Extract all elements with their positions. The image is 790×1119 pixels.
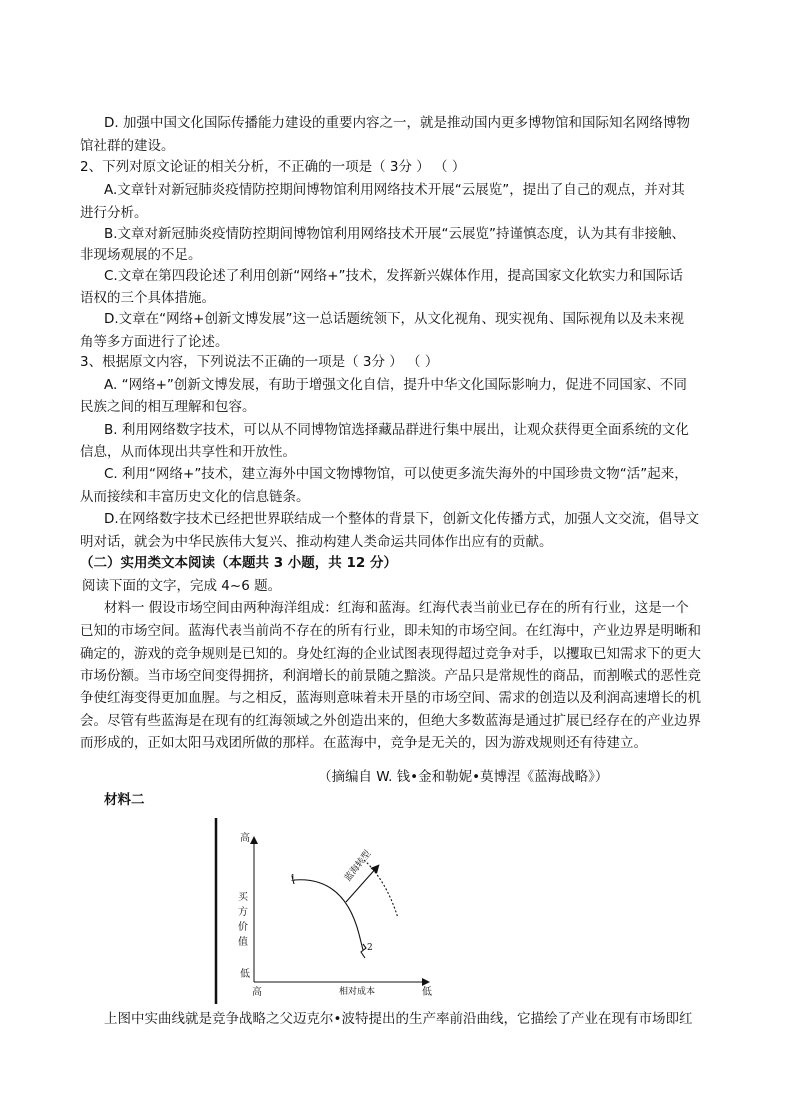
- material2-label: 材料二: [104, 792, 145, 808]
- q3-option-c-line2: 从而接续和丰富历史文化的信息链条。: [80, 489, 310, 505]
- point-1-label: 1: [290, 874, 296, 884]
- q2-option-b-line2: 非现场观展的不足。: [80, 247, 202, 263]
- section2-heading: （二）实用类文本阅读（本题共 3 小题，共 12 分）: [80, 555, 397, 571]
- q2-option-a-line2: 进行分析。: [80, 205, 148, 221]
- q3-stem: 3、根据原文内容，下列说法不正确的一项是（ 3分 ） （ ）: [80, 354, 439, 370]
- y-tick-high: 高: [240, 833, 250, 844]
- q2-option-c-line1: C.文章在第四段论述了利用创新“网络+”技术，发挥新兴媒体作用，提高国家文化软实力和国际话: [104, 268, 684, 284]
- q2-stem: 2、下列对原文论证的相关分析，不正确的一项是（ 3分 ） （ ）: [80, 159, 466, 175]
- q1-option-d-line2: 馆社群的建设。: [80, 138, 175, 154]
- q2-option-d-line2: 角等多方面进行了论述。: [80, 334, 229, 350]
- q2-option-a-line1: A.文章针对新冠肺炎疫情防控期间博物馆利用网络技术开展“云展览”，提出了自己的观点，并对其: [104, 182, 685, 198]
- section2-instruction: 阅读下面的文字，完成 4~6 题。: [82, 578, 282, 594]
- q2-option-b-line1: B.文章对新冠肺炎疫情防控期间博物馆利用网络技术开展“云展览”持谨慎态度，认为其有非接触、: [104, 226, 686, 242]
- q3-option-a-line2: 民族之间的相互理解和包容。: [80, 399, 256, 415]
- material1-line-4: 市场份额。当市场空间变得拥挤，利润增长的前景随之黯淡。产品只是常规性的商品，而割喉式的恶性竞: [80, 668, 701, 684]
- x-tick-high: 高: [252, 987, 262, 998]
- q3-option-b-line1: B. 利用网络数字技术，可以从不同博物馆选择藏品群进行集中展出，让观众获得更全面系统的文化: [104, 422, 689, 438]
- q3-option-d-line2: 明对话，就会为中华民族伟大复兴、推动构建人类命运共同体作出应有的贡献。: [80, 534, 553, 550]
- blue-ocean-shift-label: 蓝海转型: [343, 849, 374, 884]
- material1-line-5: 争使红海变得更加血腥。与之相反，蓝海则意味着未开垦的市场空间、需求的创造以及利润高速增长的机: [80, 690, 701, 706]
- q2-option-d-line1: D.文章在“网络+创新文博发展”这一总话题统领下，从文化视角、现实视角、国际视角以及未来视: [104, 311, 684, 327]
- blue-ocean-chart: [214, 818, 444, 1004]
- series-blue-ocean-curve: [364, 860, 398, 918]
- material1-line-6: 会。尽管有些蓝海是在现有的红海领域之外创造出来的，但绝大多数蓝海是通过扩展已经存在的产业边界: [80, 713, 701, 729]
- material1-line-2: 已知的市场空间。蓝海代表当前尚不存在的所有行业，即未知的市场空间。在红海中，产业边界是明晰和: [80, 623, 701, 639]
- x-tick-low: 低: [422, 987, 432, 998]
- q3-option-b-line2: 信息，从而体现出共享性和开放性。: [80, 444, 296, 460]
- material1-source: （摘编自 W. 钱•金和勒妮•莫博涅《蓝海战略》）: [318, 769, 609, 785]
- q3-option-a-line1: A. “网络+”创新文博发展，有助于增强文化自信，提升中华文化国际影响力，促进不同国家、不同: [104, 377, 687, 393]
- y-axis-label: 买方价值: [238, 892, 248, 948]
- q3-option-d-line1: D.在网络数字技术已经把世界联结成一个整体的背景下，创新文化传播方式，加强人文交流，倡导文: [104, 511, 700, 527]
- x-axis-label: 相对成本: [339, 987, 376, 997]
- q3-option-c-line1: C. 利用“网络+”技术，建立海外中国文物博物馆，可以使更多流失海外的中国珍贵文物“活”起来，: [104, 466, 688, 482]
- material1-line-1: 材料一 假设市场空间由两种海洋组成：红海和蓝海。红海代表当前业已存在的所有行业，这是一个: [104, 600, 689, 616]
- chart-caption-line: 上图中实曲线就是竞争战略之父迈克尔•波特提出的生产率前沿曲线，它描绘了产业在现有市场即红: [104, 1011, 693, 1027]
- material1-line-3: 确定的，游戏的竞争规则是已知的。身处红海的企业试图表现得超过竞争对手，以攫取已知需求下的更大: [80, 646, 701, 662]
- y-tick-low: 低: [240, 969, 250, 980]
- material1-line-7: 而形成的，正如太阳马戏团所做的那样。在蓝海中，竞争是无关的，因为游戏规则还有待建立。: [80, 735, 647, 751]
- point-2-label: 2: [367, 943, 373, 953]
- q1-option-d-line1: D. 加强中国文化国际传播能力建设的重要内容之一，就是推动国内更多博物馆和国际知名网络博物: [104, 115, 690, 131]
- q2-option-c-line2: 语权的三个具体措施。: [80, 290, 215, 306]
- series-productivity-frontier: [294, 880, 363, 950]
